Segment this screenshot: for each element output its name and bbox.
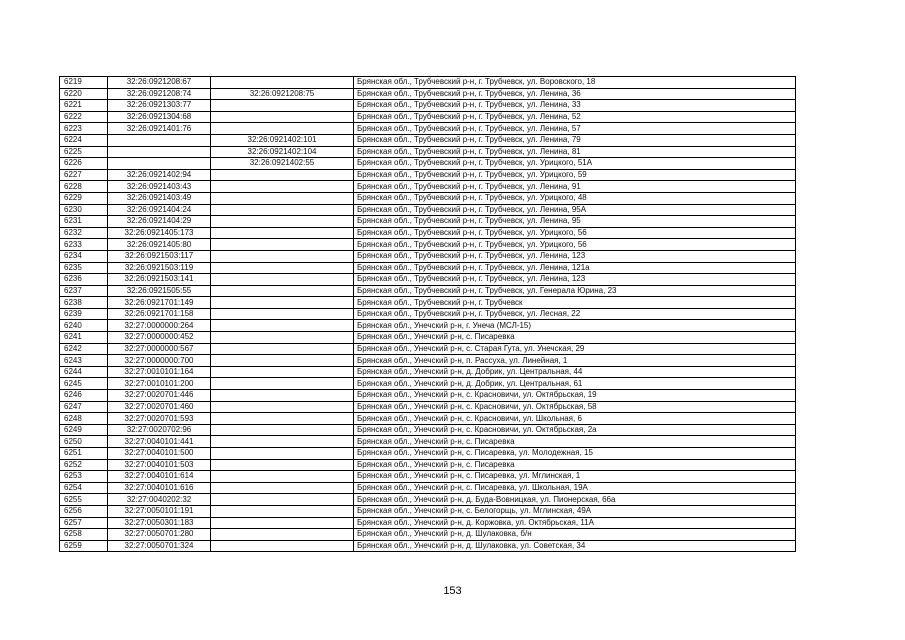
cadastral-number-cell: 32:26:0921402:94 xyxy=(108,169,211,181)
row-number-cell: 6243 xyxy=(60,355,108,367)
row-number-cell: 6253 xyxy=(60,471,108,483)
table-row xyxy=(60,448,796,460)
address-cell: Брянская обл., Унечский р-н, с. Красновичи, ул. Октябрьская, 2а xyxy=(354,424,796,436)
related-cadastral-cell xyxy=(211,320,354,332)
row-number-cell: 6230 xyxy=(60,204,108,216)
cadastral-number-cell xyxy=(108,134,211,146)
related-cadastral-cell xyxy=(211,424,354,436)
address-cell: Брянская обл., Трубчевский р-н, г. Трубчевск, ул. Ленина, 33 xyxy=(354,100,796,112)
table-row xyxy=(60,517,796,529)
related-cadastral-cell xyxy=(211,378,354,390)
related-cadastral-cell xyxy=(211,239,354,251)
related-cadastral-cell xyxy=(211,413,354,425)
row-number-cell: 6251 xyxy=(60,448,108,460)
cadastral-number-cell: 32:26:0921304:68 xyxy=(108,111,211,123)
related-cadastral-cell xyxy=(211,471,354,483)
table-row xyxy=(60,88,796,100)
cadastral-number-cell: 32:26:0921403:43 xyxy=(108,181,211,193)
cadastral-number-cell: 32:27:0000000:264 xyxy=(108,320,211,332)
cadastral-number-cell: 32:26:0921405:173 xyxy=(108,227,211,239)
table-row xyxy=(60,343,796,355)
table-row xyxy=(60,320,796,332)
related-cadastral-cell xyxy=(211,366,354,378)
table-row xyxy=(60,134,796,146)
related-cadastral-cell xyxy=(211,250,354,262)
address-cell: Брянская обл., Трубчевский р-н, г. Трубчевск, ул. Генерала Юрина, 23 xyxy=(354,285,796,297)
cadastral-number-cell: 32:27:0040101:503 xyxy=(108,459,211,471)
cadastral-number-cell: 32:26:0921701:158 xyxy=(108,308,211,320)
cadastral-number-cell: 32:27:0020702:96 xyxy=(108,424,211,436)
table-row xyxy=(60,146,796,158)
table-row xyxy=(60,158,796,170)
row-number-cell: 6241 xyxy=(60,332,108,344)
row-number-cell: 6237 xyxy=(60,285,108,297)
cadastral-number-cell xyxy=(108,158,211,170)
row-number-cell: 6238 xyxy=(60,297,108,309)
address-cell: Брянская обл., Трубчевский р-н, г. Трубчевск, ул. Ленина, 95 xyxy=(354,216,796,228)
cadastral-number-cell: 32:27:0040101:614 xyxy=(108,471,211,483)
row-number-cell: 6256 xyxy=(60,505,108,517)
address-cell: Брянская обл., Унечский р-н, д. Шулаковка, б/н xyxy=(354,529,796,541)
cadastral-number-cell: 32:27:0020701:460 xyxy=(108,401,211,413)
row-number-cell: 6224 xyxy=(60,134,108,146)
related-cadastral-cell xyxy=(211,390,354,402)
address-cell: Брянская обл., Трубчевский р-н, г. Трубчевск, ул. Урицкого, 56 xyxy=(354,239,796,251)
table-row xyxy=(60,505,796,517)
table-row xyxy=(60,297,796,309)
related-cadastral-cell: 32:26:0921208:75 xyxy=(211,88,354,100)
address-cell: Брянская обл., Трубчевский р-н, г. Трубчевск, ул. Ленина, 121а xyxy=(354,262,796,274)
address-cell: Брянская обл., Унечский р-н, д. Шулаковка, ул. Советская, 34 xyxy=(354,540,796,552)
cadastral-number-cell: 32:27:0050301:183 xyxy=(108,517,211,529)
row-number-cell: 6223 xyxy=(60,123,108,135)
address-cell: Брянская обл., Унечский р-н, с. Красновичи, ул. Октябрьская, 58 xyxy=(354,401,796,413)
row-number-cell: 6250 xyxy=(60,436,108,448)
related-cadastral-cell xyxy=(211,436,354,448)
related-cadastral-cell xyxy=(211,401,354,413)
related-cadastral-cell xyxy=(211,216,354,228)
table-row xyxy=(60,436,796,448)
related-cadastral-cell xyxy=(211,123,354,135)
row-number-cell: 6235 xyxy=(60,262,108,274)
table-row xyxy=(60,471,796,483)
address-cell: Брянская обл., Унечский р-н, с. Писаревка xyxy=(354,332,796,344)
cadastral-number-cell: 32:26:0921405:80 xyxy=(108,239,211,251)
row-number-cell: 6254 xyxy=(60,482,108,494)
address-cell: Брянская обл., Унечский р-н, с. Белогорщь, ул. Мглинская, 49А xyxy=(354,505,796,517)
related-cadastral-cell xyxy=(211,517,354,529)
table-row xyxy=(60,355,796,367)
address-cell: Брянская обл., Унечский р-н, с. Писаревка xyxy=(354,459,796,471)
cadastral-number-cell: 32:27:0040101:616 xyxy=(108,482,211,494)
address-cell: Брянская обл., Трубчевский р-н, г. Трубчевск, ул. Ленина, 36 xyxy=(354,88,796,100)
address-cell: Брянская обл., Трубчевский р-н, г. Трубчевск, ул. Урицкого, 59 xyxy=(354,169,796,181)
row-number-cell: 6242 xyxy=(60,343,108,355)
records-table xyxy=(59,76,796,552)
table-row xyxy=(60,308,796,320)
address-cell: Брянская обл., Унечский р-н, с. Красновичи, ул. Школьная, 6 xyxy=(354,413,796,425)
related-cadastral-cell xyxy=(211,529,354,541)
address-cell: Брянская обл., Унечский р-н, д. Добрик, ул. Центральная, 61 xyxy=(354,378,796,390)
table-row xyxy=(60,274,796,286)
table-row xyxy=(60,332,796,344)
cadastral-number-cell: 32:27:0020701:446 xyxy=(108,390,211,402)
table-row xyxy=(60,413,796,425)
records-table-body xyxy=(60,77,796,552)
table-row xyxy=(60,366,796,378)
cadastral-number-cell: 32:26:0921208:74 xyxy=(108,88,211,100)
cadastral-number-cell: 32:27:0010101:200 xyxy=(108,378,211,390)
address-cell: Брянская обл., Унечский р-н, с. Писаревка, ул. Мглинская, 1 xyxy=(354,471,796,483)
row-number-cell: 6219 xyxy=(60,77,108,89)
address-cell: Брянская обл., Трубчевский р-н, г. Трубчевск, ул. Воровского, 18 xyxy=(354,77,796,89)
cadastral-number-cell: 32:27:0050101:191 xyxy=(108,505,211,517)
cadastral-number-cell: 32:26:0921404:29 xyxy=(108,216,211,228)
row-number-cell: 6232 xyxy=(60,227,108,239)
related-cadastral-cell xyxy=(211,308,354,320)
row-number-cell: 6228 xyxy=(60,181,108,193)
related-cadastral-cell xyxy=(211,332,354,344)
related-cadastral-cell xyxy=(211,448,354,460)
related-cadastral-cell xyxy=(211,505,354,517)
related-cadastral-cell xyxy=(211,100,354,112)
related-cadastral-cell xyxy=(211,494,354,506)
cadastral-number-cell: 32:26:0921208:67 xyxy=(108,77,211,89)
cadastral-number-cell: 32:27:0000000:452 xyxy=(108,332,211,344)
table-row xyxy=(60,390,796,402)
table-row xyxy=(60,250,796,262)
address-cell: Брянская обл., Трубчевский р-н, г. Трубчевск, ул. Ленина, 91 xyxy=(354,181,796,193)
row-number-cell: 6233 xyxy=(60,239,108,251)
table-row xyxy=(60,111,796,123)
row-number-cell: 6229 xyxy=(60,192,108,204)
table-row xyxy=(60,494,796,506)
table-row xyxy=(60,401,796,413)
address-cell: Брянская обл., Трубчевский р-н, г. Трубчевск, ул. Урицкого, 48 xyxy=(354,192,796,204)
related-cadastral-cell xyxy=(211,262,354,274)
related-cadastral-cell xyxy=(211,297,354,309)
address-cell: Брянская обл., Унечский р-н, д. Буда-Вовницкая, ул. Пионерская, 66а xyxy=(354,494,796,506)
table-row xyxy=(60,77,796,89)
cadastral-number-cell: 32:26:0921401:76 xyxy=(108,123,211,135)
cadastral-number-cell: 32:27:0050701:280 xyxy=(108,529,211,541)
table-row xyxy=(60,285,796,297)
cadastral-number-cell: 32:26:0921303:77 xyxy=(108,100,211,112)
table-row xyxy=(60,123,796,135)
table-row xyxy=(60,529,796,541)
table-row xyxy=(60,540,796,552)
row-number-cell: 6245 xyxy=(60,378,108,390)
cadastral-number-cell: 32:26:0921503:117 xyxy=(108,250,211,262)
cadastral-number-cell: 32:26:0921701:149 xyxy=(108,297,211,309)
address-cell: Брянская обл., Трубчевский р-н, г. Трубчевск, ул. Урицкого, 56 xyxy=(354,227,796,239)
table-row xyxy=(60,100,796,112)
row-number-cell: 6240 xyxy=(60,320,108,332)
row-number-cell: 6226 xyxy=(60,158,108,170)
cadastral-number-cell: 32:26:0921503:119 xyxy=(108,262,211,274)
related-cadastral-cell xyxy=(211,111,354,123)
table-row xyxy=(60,459,796,471)
cadastral-number-cell: 32:26:0921404:24 xyxy=(108,204,211,216)
address-cell: Брянская обл., Трубчевский р-н, г. Трубчевск, ул. Лесная, 22 xyxy=(354,308,796,320)
address-cell: Брянская обл., Трубчевский р-н, г. Трубчевск, ул. Ленина, 81 xyxy=(354,146,796,158)
table-row xyxy=(60,227,796,239)
cadastral-number-cell: 32:27:0000000:700 xyxy=(108,355,211,367)
related-cadastral-cell xyxy=(211,227,354,239)
address-cell: Брянская обл., Унечский р-н, д. Добрик, ул. Центральная, 44 xyxy=(354,366,796,378)
address-cell: Брянская обл., Унечский р-н, п. Рассуха, ул. Линейная, 1 xyxy=(354,355,796,367)
row-number-cell: 6239 xyxy=(60,308,108,320)
row-number-cell: 6248 xyxy=(60,413,108,425)
related-cadastral-cell xyxy=(211,355,354,367)
cadastral-number-cell xyxy=(108,146,211,158)
row-number-cell: 6244 xyxy=(60,366,108,378)
row-number-cell: 6227 xyxy=(60,169,108,181)
related-cadastral-cell xyxy=(211,204,354,216)
related-cadastral-cell xyxy=(211,77,354,89)
address-cell: Брянская обл., Унечский р-н, с. Писаревка, ул. Школьная, 19А xyxy=(354,482,796,494)
address-cell: Брянская обл., Трубчевский р-н, г. Трубчевск, ул. Ленина, 95А xyxy=(354,204,796,216)
cadastral-number-cell: 32:27:0040202:32 xyxy=(108,494,211,506)
cadastral-number-cell: 32:27:0050701:324 xyxy=(108,540,211,552)
address-cell: Брянская обл., Трубчевский р-н, г. Трубчевск, ул. Ленина, 52 xyxy=(354,111,796,123)
cadastral-number-cell: 32:27:0000000:567 xyxy=(108,343,211,355)
related-cadastral-cell xyxy=(211,169,354,181)
row-number-cell: 6259 xyxy=(60,540,108,552)
related-cadastral-cell xyxy=(211,192,354,204)
address-cell: Брянская обл., Унечский р-н, с. Красновичи, ул. Октябрьская, 19 xyxy=(354,390,796,402)
table-row xyxy=(60,482,796,494)
table-row xyxy=(60,378,796,390)
address-cell: Брянская обл., Унечский р-н, с. Старая Гута, ул. Унечская, 29 xyxy=(354,343,796,355)
row-number-cell: 6225 xyxy=(60,146,108,158)
row-number-cell: 6234 xyxy=(60,250,108,262)
address-cell: Брянская обл., Унечский р-н, с. Писаревка xyxy=(354,436,796,448)
address-cell: Брянская обл., Трубчевский р-н, г. Трубчевск, ул. Урицкого, 51А xyxy=(354,158,796,170)
table-row xyxy=(60,204,796,216)
address-cell: Брянская обл., Унечский р-н, г. Унеча (МСЛ-15) xyxy=(354,320,796,332)
row-number-cell: 6222 xyxy=(60,111,108,123)
cadastral-number-cell: 32:27:0040101:441 xyxy=(108,436,211,448)
row-number-cell: 6258 xyxy=(60,529,108,541)
related-cadastral-cell xyxy=(211,540,354,552)
address-cell: Брянская обл., Унечский р-н, с. Писаревка, ул. Молодежная, 15 xyxy=(354,448,796,460)
related-cadastral-cell: 32:26:0921402:104 xyxy=(211,146,354,158)
row-number-cell: 6249 xyxy=(60,424,108,436)
table-row xyxy=(60,424,796,436)
row-number-cell: 6257 xyxy=(60,517,108,529)
row-number-cell: 6236 xyxy=(60,274,108,286)
row-number-cell: 6221 xyxy=(60,100,108,112)
related-cadastral-cell xyxy=(211,343,354,355)
address-cell: Брянская обл., Трубчевский р-н, г. Трубчевск, ул. Ленина, 123 xyxy=(354,274,796,286)
row-number-cell: 6255 xyxy=(60,494,108,506)
cadastral-number-cell: 32:26:0921403:49 xyxy=(108,192,211,204)
cadastral-number-cell: 32:27:0010101:164 xyxy=(108,366,211,378)
address-cell: Брянская обл., Унечский р-н, д. Коржовка, ул. Октябрьская, 11А xyxy=(354,517,796,529)
address-cell: Брянская обл., Трубчевский р-н, г. Трубчевск, ул. Ленина, 123 xyxy=(354,250,796,262)
page-number: 153 xyxy=(443,585,462,597)
table-row xyxy=(60,239,796,251)
related-cadastral-cell xyxy=(211,285,354,297)
cadastral-number-cell: 32:27:0040101:500 xyxy=(108,448,211,460)
related-cadastral-cell: 32:26:0921402:55 xyxy=(211,158,354,170)
table-row xyxy=(60,169,796,181)
address-cell: Брянская обл., Трубчевский р-н, г. Трубчевск, ул. Ленина, 57 xyxy=(354,123,796,135)
table-row xyxy=(60,192,796,204)
related-cadastral-cell xyxy=(211,459,354,471)
row-number-cell: 6246 xyxy=(60,390,108,402)
cadastral-number-cell: 32:27:0020701:593 xyxy=(108,413,211,425)
related-cadastral-cell xyxy=(211,274,354,286)
related-cadastral-cell xyxy=(211,482,354,494)
table-row xyxy=(60,216,796,228)
related-cadastral-cell: 32:26:0921402:101 xyxy=(211,134,354,146)
cadastral-number-cell: 32:26:0921503:141 xyxy=(108,274,211,286)
cadastral-number-cell: 32:26:0921505:55 xyxy=(108,285,211,297)
row-number-cell: 6252 xyxy=(60,459,108,471)
table-row xyxy=(60,181,796,193)
row-number-cell: 6247 xyxy=(60,401,108,413)
related-cadastral-cell xyxy=(211,181,354,193)
address-cell: Брянская обл., Трубчевский р-н, г. Трубчевск xyxy=(354,297,796,309)
row-number-cell: 6220 xyxy=(60,88,108,100)
table-row xyxy=(60,262,796,274)
address-cell: Брянская обл., Трубчевский р-н, г. Трубчевск, ул. Ленина, 79 xyxy=(354,134,796,146)
row-number-cell: 6231 xyxy=(60,216,108,228)
